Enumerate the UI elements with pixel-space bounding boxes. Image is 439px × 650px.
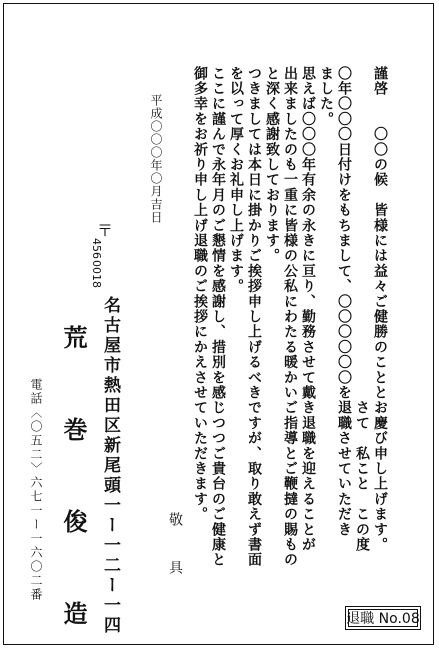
- sender-name: 荒 巻 俊 造: [59, 325, 88, 647]
- letter-line-2: さて 私こと この度: [354, 66, 370, 553]
- document-number-badge: [345, 606, 421, 630]
- postal-mark-icon: 〒: [97, 221, 114, 240]
- letter-line-1: 謹啓 〇〇の候 皆様には益々ご健勝のこととお慶び申し上げます。: [372, 66, 388, 553]
- letter-line-11: 御多幸をお祈り申し上げ退職のご挨拶にかえさせていただきます。: [192, 66, 208, 522]
- letter-line-7: と深く感謝致しております。: [264, 66, 280, 264]
- letter-line-4: ました。: [318, 66, 334, 127]
- letter-line-9: を以って厚くお礼申し上げます。: [228, 66, 244, 294]
- sender-address: 名古屋市熱田区新尾頭一ー一二ー一四: [100, 296, 120, 636]
- letter-line-3: 〇年〇〇〇日付けをもちまして、〇〇〇〇〇〇を退職させていただき: [336, 66, 352, 538]
- postal-code-first: 456: [90, 238, 103, 259]
- letter-line-6: 出来ましたのも一重に皆様の公私にわたる暖かいご指導とご鞭撻の賜もの: [282, 66, 298, 568]
- postal-code-second: 0018: [90, 260, 103, 288]
- letter-line-5: 思えば〇〇〇年有余の永きに亘り、勤務させて戴き退職を迎えることが: [300, 66, 316, 553]
- letter-date: 平成〇〇〇年〇月吉日: [149, 94, 163, 224]
- letter-line-10: ここに謹んで永年月のご懇情を感謝し、措別を感じつつご貴台のご健康と: [210, 66, 226, 568]
- sender-phone: 電話〈〇五二〉六七一ー一六〇二番: [29, 378, 43, 602]
- letter-line-8: つきましては本日に掛かりご挨拶申し上げるべきですが、取り敢えず書面: [246, 66, 262, 568]
- document-number: 退職 No.08: [346, 611, 420, 627]
- closing-keigu: 敬 具: [167, 512, 183, 584]
